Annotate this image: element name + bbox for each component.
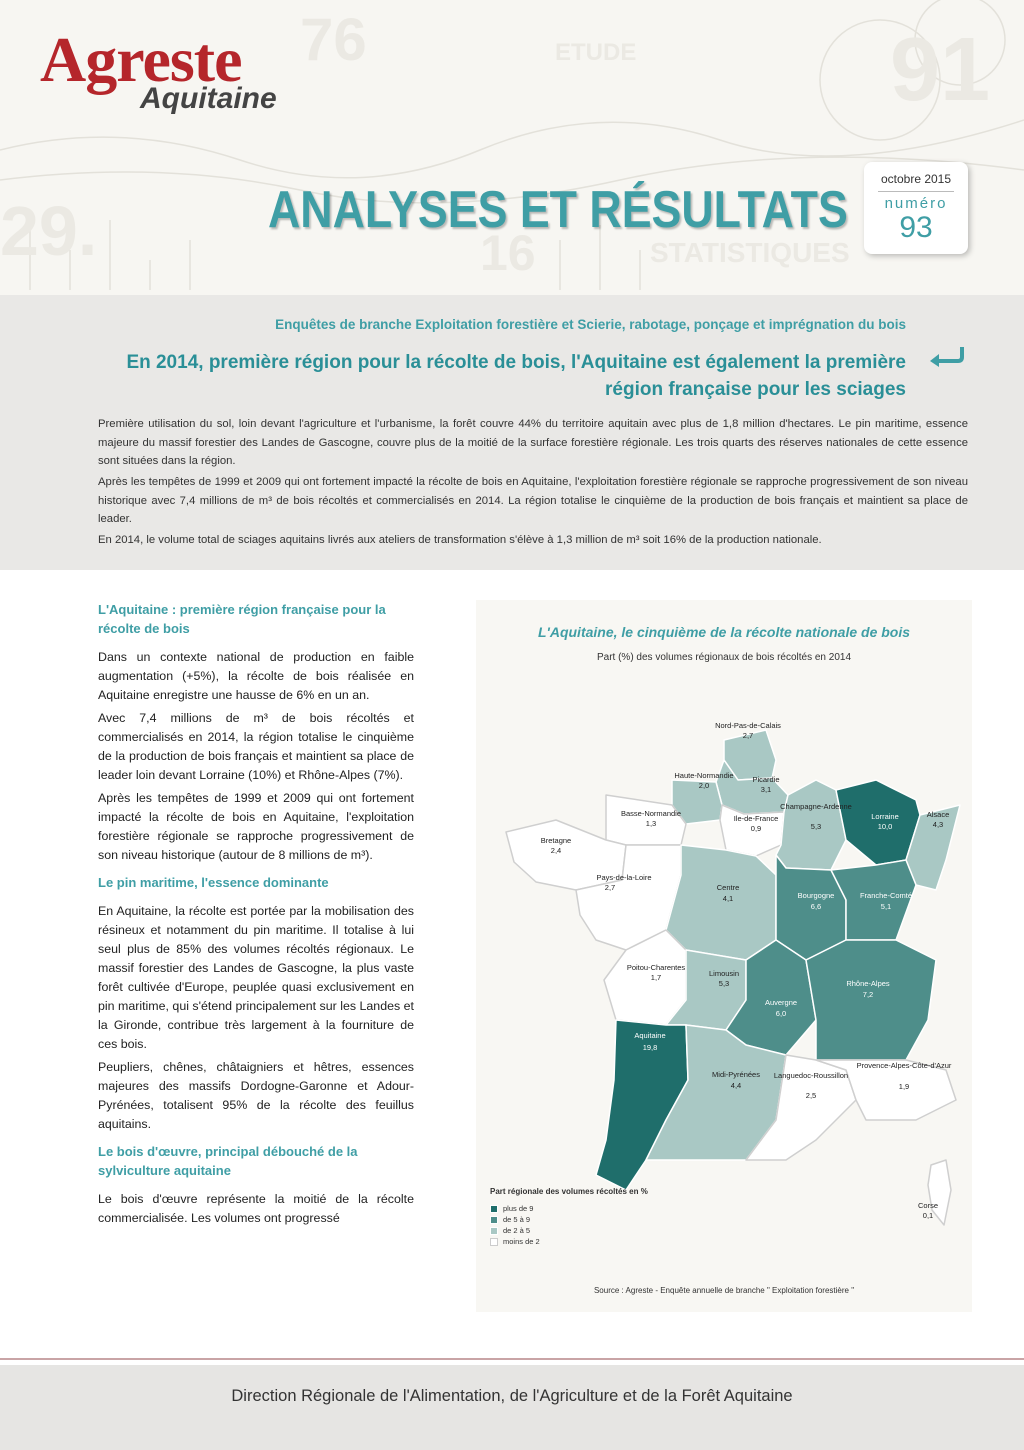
map-label-value: 6,0: [775, 1009, 787, 1018]
legend-swatch: [490, 1227, 498, 1235]
map-label-value: 5,1: [880, 902, 892, 911]
legend-item: [490, 1225, 690, 1236]
legend-swatch: [490, 1216, 498, 1224]
footer-divider: [0, 1358, 1024, 1360]
svg-text:29.: 29.: [0, 192, 98, 270]
map-source: Source : Agreste - Enquête annuelle de branche " Exploitation forestière ": [593, 1286, 855, 1295]
intro-paragraph: En 2014, le volume total de sciages aquitains livrés aux ateliers de transformation s'élève à 1,3 million de m³ soit 16% de la production nationale.: [98, 534, 822, 546]
svg-text:76: 76: [300, 6, 367, 73]
map-label-name: Centre: [716, 883, 740, 892]
publication-title: ANALYSES ET RÉSULTATS: [268, 181, 848, 239]
map-label-name: Aquitaine: [634, 1031, 666, 1040]
map-label-value: 4,4: [730, 1081, 742, 1090]
map-label-name: Basse-Normandie: [620, 809, 682, 818]
map-label-name: Alsace: [926, 810, 950, 819]
legend-label: plus de 9: [503, 1204, 534, 1213]
map-label-name: Franche-Comté: [859, 891, 913, 900]
map-label-value: 0,9: [750, 824, 762, 833]
map-label-value: 1,3: [645, 819, 657, 828]
legend-label: moins de 2: [503, 1237, 540, 1246]
body-paragraph: Peupliers, chênes, châtaigniers et hêtres, essences majeures des massifs Dordogne-Garonne et Adour-Pyrénées, totalisent 95% de la récolte des feuillus aquitains.: [98, 1060, 414, 1131]
map-label-value: 4,3: [932, 820, 944, 829]
map-label-name: Ile-de-France: [733, 814, 779, 823]
map-label-name: Pays-de-la-Loire: [596, 873, 652, 882]
map-label-value: 1,7: [650, 973, 662, 982]
map-label-name: Poitou-Charentes: [626, 963, 686, 972]
map-label-value: 3,1: [760, 785, 772, 794]
issue-divider: [878, 191, 954, 192]
map-label-value: 2,7: [604, 883, 616, 892]
map-label-value: 1,9: [898, 1082, 910, 1091]
svg-text:ETUDE: ETUDE: [555, 39, 637, 66]
body-paragraph: Avec 7,4 millions de m³ de bois récoltés et commercialisés en 2014, la région totalise le cinquième de la production de bois français et maintient sa place de leader loin devant Lorraine (10%) et Rhône-Alpes (7%).: [98, 711, 414, 782]
region-centre[interactable]: [666, 845, 776, 960]
map-label-value: 6,6: [810, 902, 822, 911]
map-label-value: 4,1: [722, 894, 734, 903]
map-label-name: Bretagne: [540, 836, 572, 845]
section-title: L'Aquitaine : première région française pour la récolte de bois: [98, 602, 386, 636]
map-label-name: Rhône-Alpes: [846, 979, 890, 988]
map-legend: [490, 1186, 690, 1247]
agreste-logo: [40, 24, 380, 128]
map-subtitle: Part (%) des volumes régionaux de bois récoltés en 2014: [596, 652, 852, 663]
map-label-value: 5,3: [718, 979, 730, 988]
intro-body: [98, 415, 968, 552]
map-title: L'Aquitaine, le cinquième de la récolte nationale de bois: [537, 624, 911, 640]
map-label-value: 2,5: [805, 1091, 817, 1100]
svg-text:STATISTIQUES: STATISTIQUES: [650, 237, 850, 268]
intro-summary: [0, 295, 1024, 570]
legend-item: [490, 1214, 690, 1225]
article-column: [98, 600, 414, 1232]
footer-organization: Direction Régionale de l'Alimentation, de l'Agriculture et de la Forêt Aquitaine: [231, 1387, 793, 1405]
map-label-value: 2,4: [550, 846, 562, 855]
map-label-name: Languedoc-Roussillon: [773, 1071, 849, 1080]
logo-main-text: Agreste: [40, 24, 242, 95]
body-paragraph: Le bois d'œuvre représente la moitié de la récolte commercialisée. Les volumes ont progressé: [98, 1192, 414, 1225]
map-label-value: 7,2: [862, 990, 874, 999]
map-label-name: Haute-Normandie: [674, 771, 734, 780]
body-paragraph: Après les tempêtes de 1999 et 2009 qui ont fortement impacté la récolte de bois en Aquitaine, l'exploitation forestière régionale se rapproche progressivement de son niveau historique (autour de 8 millions de m³).: [98, 791, 414, 862]
section-title: Le pin maritime, l'essence dominante: [98, 875, 329, 890]
map-label-name: Provence-Alpes-Côte-d'Azur: [856, 1061, 952, 1070]
issue-label: numéro: [884, 195, 948, 212]
map-label-name: Midi-Pyrénées: [712, 1070, 760, 1079]
map-label-name: Bourgogne: [797, 891, 835, 900]
legend-label: de 2 à 5: [503, 1226, 531, 1235]
section-title: Le bois d'œuvre, principal débouché de la sylviculture aquitaine: [98, 1144, 358, 1178]
map-label-name: Corse: [917, 1201, 939, 1210]
map-label-name: Champagne-Ardenne: [780, 802, 852, 811]
map-panel: [476, 600, 972, 1312]
svg-text:91: 91: [890, 20, 991, 120]
map-label-value: 2,7: [742, 731, 754, 740]
body-paragraph: En Aquitaine, la récolte est portée par la mobilisation des résineux et notamment du pin maritime. Il totalise à lui seul plus de 85% des volumes récoltés régionaux. Le massif forestier des Landes de Gascogne, la plus vaste forêt cultivée d'Europe, peuplée quasi exclusivement en pin maritime, qui s'étend principalement sur les Landes et la Gironde, contribue très largement à la fourniture de ces bois.: [98, 904, 414, 1051]
map-label-value: 10,0: [877, 822, 893, 831]
intro-paragraph: Première utilisation du sol, loin devant l'agriculture et l'urbanisme, la forêt couvre 44% du territoire aquitain avec plus de 1,8 million d'hectares. Le pin maritime, essence majeure du massif forestier des Landes de Gascogne, couvre plus de la moitié de la surface forestière régionale. Les trois quarts des réserves nationales de cette essence sont situées dans la région.: [98, 418, 968, 467]
intro-paragraph: Après les tempêtes de 1999 et 2009 qui ont fortement impacté la récolte de bois en Aquitaine, l'exploitation forestière régionale se rapproche progressivement de son niveau historique avec 7,4 millions de m³ de bois récoltés et commercialisés en 2014. La région totalise le cinquième de la production de bois français et maintient sa place de leader.: [98, 476, 968, 525]
legend-swatch: [490, 1238, 498, 1246]
map-label-name: Limousin: [708, 969, 740, 978]
map-label-value: 19,8: [642, 1043, 658, 1052]
legend-swatch: [490, 1205, 498, 1213]
svg-text:16: 16: [480, 225, 536, 281]
survey-kicker: Enquêtes de branche Exploitation forestière et Scierie, rabotage, ponçage et imprégnation du bois: [275, 317, 906, 332]
map-label-name: Picardie: [752, 775, 780, 784]
map-label-name: Auvergne: [764, 998, 798, 1007]
issue-date: octobre 2015: [880, 172, 952, 186]
legend-title: Part régionale des volumes récoltés en %: [490, 1187, 648, 1196]
region-rhone-alpes[interactable]: [806, 940, 936, 1060]
page-footer: [0, 1365, 1024, 1450]
intro-headline: En 2014, première région pour la récolte de bois, l'Aquitaine est également la première région française pour les sciages: [126, 352, 906, 400]
issue-number: 93: [899, 211, 933, 244]
legend-label: de 5 à 9: [503, 1215, 531, 1224]
page-header: [0, 0, 1024, 295]
body-paragraph: Dans un contexte national de production en faible augmentation (+5%), la récolte de bois réalisée en Aquitaine enregistre une hausse de 6% en un an.: [98, 650, 414, 702]
legend-item: [490, 1236, 690, 1247]
map-label-name: Nord-Pas-de-Calais: [715, 721, 781, 730]
map-label-name: Lorraine: [871, 812, 899, 821]
map-label-value: 0,1: [922, 1211, 934, 1220]
map-label-value: 5,3: [810, 822, 822, 831]
issue-box: [864, 162, 968, 254]
return-arrow-icon[interactable]: [928, 345, 964, 367]
map-label-value: 2,0: [698, 781, 710, 790]
legend-item: [490, 1203, 690, 1214]
logo-sub-text: Aquitaine: [140, 82, 277, 115]
